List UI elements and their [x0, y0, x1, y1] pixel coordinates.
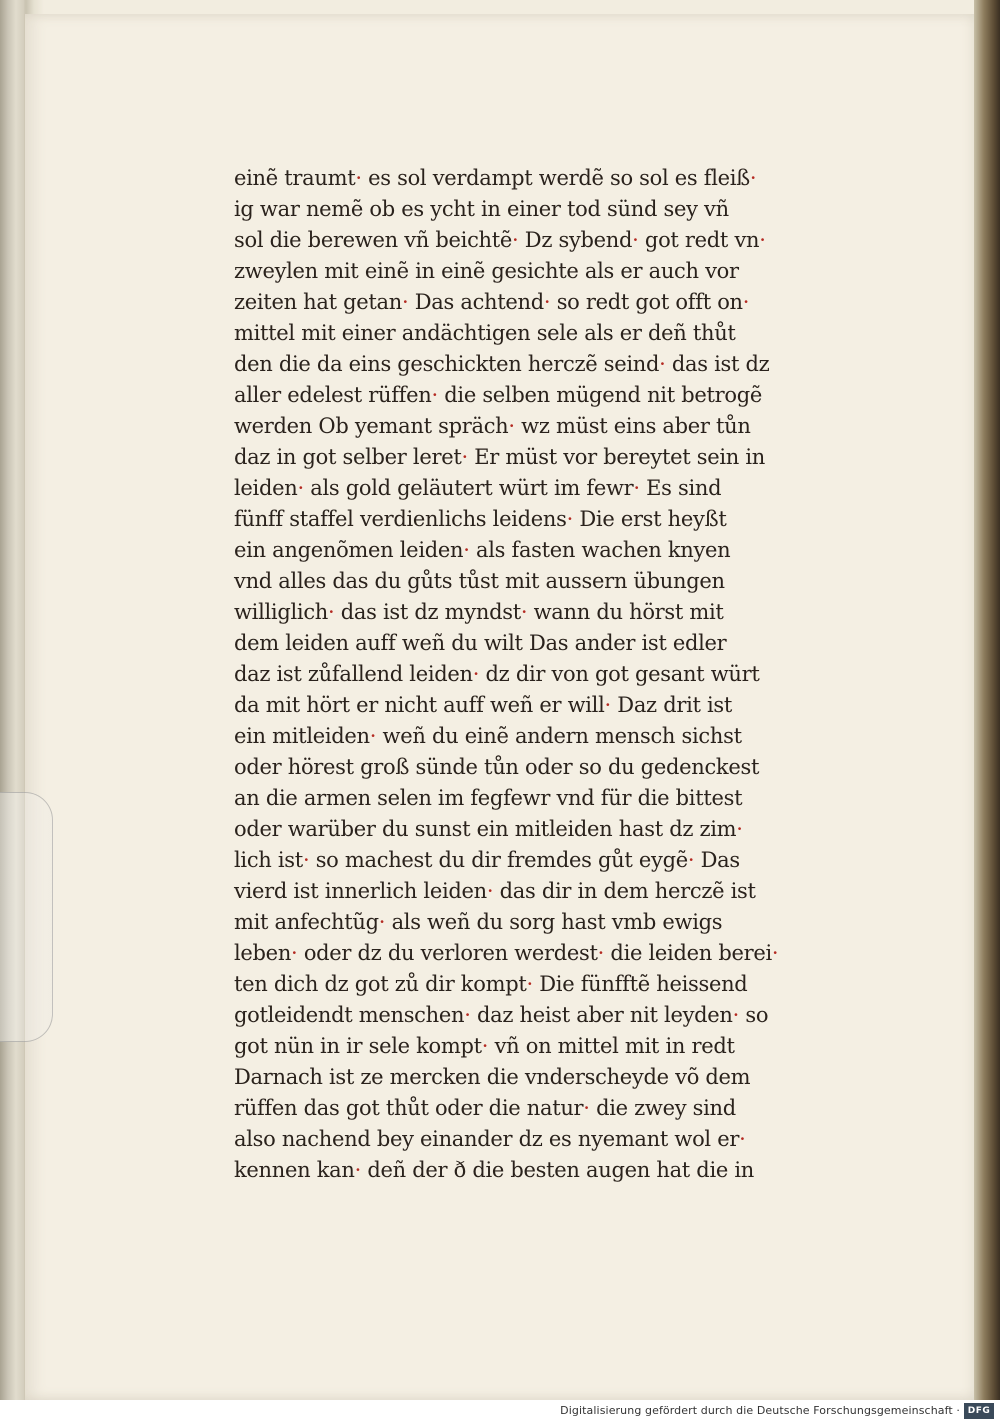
text-line: ein mitleiden· weñ du einẽ andern mensch sichst	[234, 724, 742, 748]
text-line: da mit hört er nicht auff weñ er will· Daz drit ist	[234, 693, 733, 717]
text-line: williglich· das ist dz myndst· wann du hörst mit	[234, 600, 724, 624]
text-line: vierd ist innerlich leiden· das dir in dem herczẽ ist	[234, 879, 756, 903]
text-block	[234, 163, 800, 1186]
text-line: kennen kan· deñ der ð die besten augen hat die in	[234, 1158, 755, 1182]
text-line: got nün in ir sele kompt· vñ on mittel mit in redt	[234, 1034, 735, 1058]
text-line: ig war nemẽ ob es ycht in einer tod sünd sey vñ	[234, 197, 729, 221]
book-binding	[974, 0, 1000, 1400]
text-line: den die da eins geschickten herczẽ seind· das ist dz	[234, 352, 770, 376]
text-line: aller edelest rüffen· die selben mügend nit betrogẽ	[234, 383, 762, 407]
text-line: ten dich dz got zů dir kompt· Die fünfftẽ heissend	[234, 972, 748, 996]
text-line: rüffen das got thůt oder die natur· die zwey sind	[234, 1096, 736, 1120]
text-line: mittel mit einer andächtigen sele als er deñ thůt	[234, 321, 736, 345]
text-line: leben· oder dz du verloren werdest· die leiden berei·	[234, 941, 779, 965]
text-line: mit anfechtũg· als weñ du sorg hast vmb ewigs	[234, 910, 723, 934]
left-page-edge	[0, 0, 24, 1400]
footer-bar	[0, 1400, 1000, 1423]
text-line: fünff staffel verdienlichs leidens· Die erst heyßt	[234, 507, 727, 531]
text-line: einẽ traumt· es sol verdampt werdẽ so sol es fleiß·	[234, 166, 757, 190]
text-line: dem leiden auff weñ du wilt Das ander ist edler	[234, 631, 727, 655]
text-line: daz ist zůfallend leiden· dz dir von got gesant würt	[234, 662, 760, 686]
text-line: vnd alles das du gůts tůst mit aussern übungen	[234, 569, 725, 593]
text-line: oder warüber du sunst ein mitleiden hast dz zim·	[234, 817, 743, 841]
text-line: also nachend bey einander dz es nyemant wol er·	[234, 1127, 746, 1151]
text-line: gotleidendt menschen· daz heist aber nit leyden· so	[234, 1003, 769, 1027]
text-line: leiden· als gold geläutert würt im fewr· Es sind	[234, 476, 722, 500]
dfg-credit: Digitalisierung gefördert durch die Deutsche Forschungsgemeinschaft ·	[560, 1404, 960, 1417]
text-line: Darnach ist ze mercken die vnderscheyde võ dem	[234, 1065, 751, 1089]
dfg-logo: DFG	[964, 1403, 994, 1419]
text-line: sol die berewen vñ beichtẽ· Dz sybend· got redt vn·	[234, 228, 766, 252]
text-line: daz in got selber leret· Er müst vor bereytet sein in	[234, 445, 765, 469]
page-clip	[0, 792, 53, 1042]
text-line: an die armen selen im fegfewr vnd für die bittest	[234, 786, 743, 810]
text-line: werden Ob yemant spräch· wz müst eins aber tůn	[234, 414, 751, 438]
text-line: zweylen mit einẽ in einẽ gesichte als er auch vor	[234, 259, 739, 283]
text-line: ein angenõmen leiden· als fasten wachen knyen	[234, 538, 731, 562]
text-line: zeiten hat getan· Das achtend· so redt got offt on·	[234, 290, 750, 314]
text-line: lich ist· so machest du dir fremdes gůt eygẽ· Das	[234, 848, 740, 872]
text-line: oder hörest groß sünde tůn oder so du gedenckest	[234, 755, 760, 779]
